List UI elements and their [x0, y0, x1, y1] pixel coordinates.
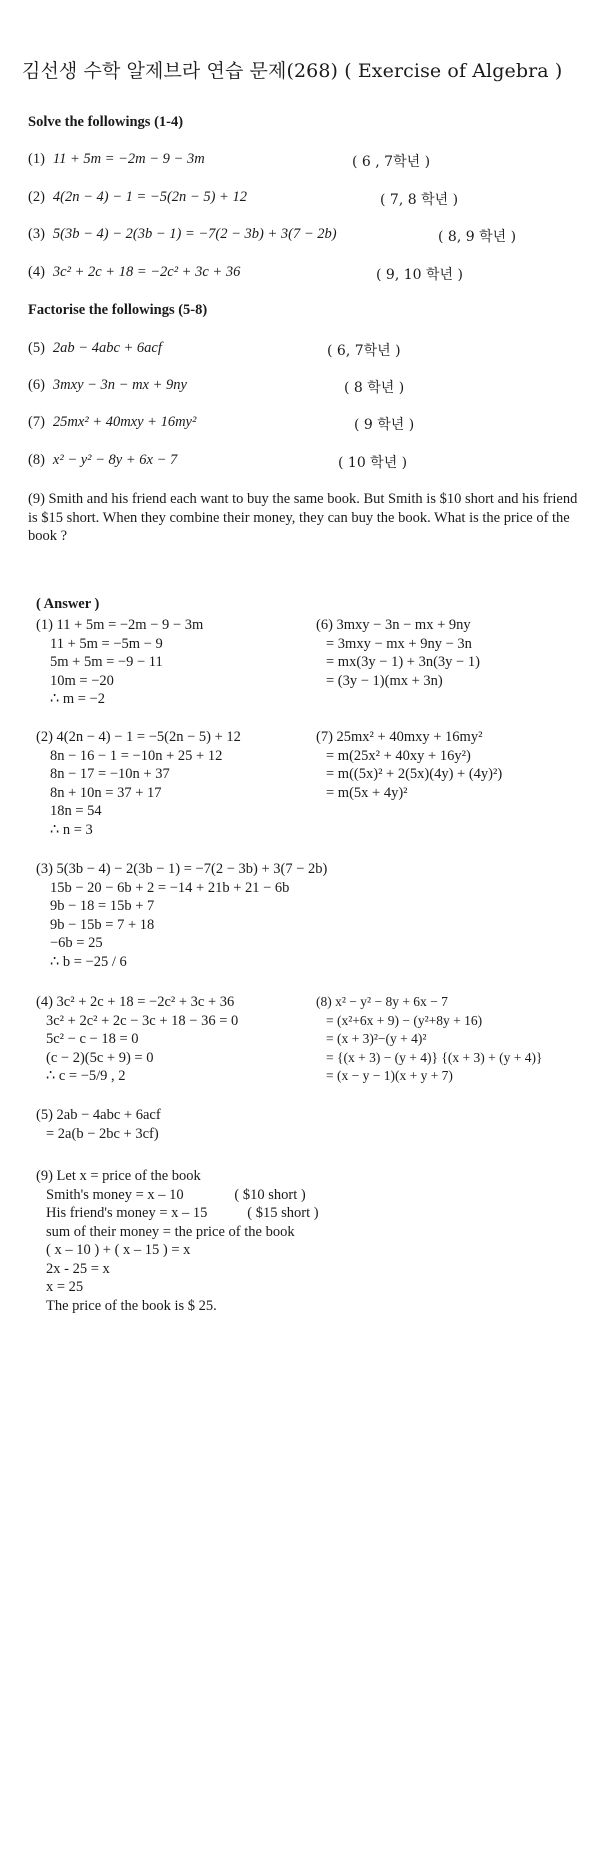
answer-line: (5) 2ab − 4abc + 6acf — [36, 1107, 161, 1123]
answer-heading: ( Answer ) — [36, 596, 100, 612]
answer-line: −6b = 25 — [50, 935, 103, 951]
answer-line: (2) 4(2n − 4) − 1 = −5(2n − 5) + 12 — [36, 729, 241, 745]
answer-line: 5m + 5m = −9 − 11 — [50, 654, 163, 670]
answer-line: 8n + 10n = 37 + 17 — [50, 784, 162, 801]
problem-equation: 3c² + 2c + 18 = −2c² + 3c + 36 — [52, 264, 241, 280]
answer-line: His friend's money = x – 15 ( $15 short ) — [46, 1205, 319, 1221]
grade-label: ( 6, 7학년 ) — [327, 343, 401, 359]
answer-line: ∴ m = −2 — [50, 691, 105, 707]
problem-6 — [28, 377, 187, 394]
problem-number: (2) — [28, 189, 45, 205]
problem-number: (1) — [28, 151, 45, 167]
answer-line: ( x – 10 ) + ( x – 15 ) = x — [46, 1242, 191, 1258]
grade-label: ( 9 학년 ) — [354, 417, 415, 433]
answer-line: = 2a(b − 2bc + 3cf) — [46, 1125, 159, 1142]
answer-8 — [316, 993, 542, 1086]
answer-line: ∴ b = −25 / 6 — [50, 953, 127, 970]
answer-line: 8n − 17 = −10n + 37 — [50, 766, 170, 782]
problem-number: (3) — [28, 226, 45, 242]
answer-6 — [316, 616, 480, 690]
section-heading-solve: Solve the followings (1-4) — [28, 114, 184, 130]
problem-2 — [28, 189, 247, 206]
problem-number: (8) — [28, 452, 45, 468]
answer-line: 9b − 18 = 15b + 7 — [50, 898, 155, 914]
answer-line: ∴ n = 3 — [50, 821, 93, 838]
problem-number: (6) — [28, 377, 45, 393]
grade-label: ( 7, 8 학년 ) — [380, 192, 459, 208]
problem-number: (5) — [28, 340, 45, 356]
word-problem-9: (9) Smith and his friend each want to buy the same book. But Smith is $10 short and his friend is $15 short. When they combine their money, they can buy the book. What is the price of the book ? — [28, 491, 578, 544]
answer-line: = (x²+6x + 9) − (y²+8y + 16) — [326, 1012, 483, 1028]
grade-label: ( 6 , 7학년 ) — [352, 154, 431, 170]
answer-line: 5c² − c − 18 = 0 — [46, 1031, 139, 1047]
problem-equation: 11 + 5m = −2m − 9 − 3m — [52, 151, 205, 167]
answer-line: (6) 3mxy − 3n − mx + 9ny — [316, 617, 471, 633]
grade-label: ( 8, 9 학년 ) — [438, 229, 517, 245]
answer-line: (7) 25mx² + 40mxy + 16my² — [316, 729, 483, 745]
problem-7 — [28, 414, 196, 431]
answer-line: Smith's money = x – 10 ( $10 short ) — [46, 1186, 306, 1203]
problem-8 — [28, 452, 177, 469]
answer-line: 11 + 5m = −5m − 9 — [50, 635, 163, 652]
answer-1 — [36, 616, 203, 709]
answer-line: ∴ c = −5/9 , 2 — [46, 1068, 126, 1084]
problem-5 — [28, 340, 162, 357]
answer-3 — [36, 860, 327, 971]
problem-equation: 5(3b − 4) − 2(3b − 1) = −7(2 − 3b) + 3(7 − 2b) — [52, 226, 337, 242]
answer-line: (4) 3c² + 2c + 18 = −2c² + 3c + 36 — [36, 994, 235, 1010]
section-heading-factorise: Factorise the followings (5-8) — [28, 302, 208, 318]
answer-line: = (x + 3)²−(y + 4)² — [326, 1031, 427, 1046]
answer-line: = 3mxy − mx + 9ny − 3n — [326, 635, 472, 652]
answer-line: = m(25x² + 40xy + 16y²) — [326, 747, 471, 764]
problem-equation: 25mx² + 40mxy + 16my² — [52, 414, 197, 430]
answer-line: 10m = −20 — [50, 672, 114, 689]
answer-line: x = 25 — [46, 1279, 84, 1295]
answer-line: 8n − 16 − 1 = −10n + 25 + 12 — [50, 747, 223, 764]
answer-line: (1) 11 + 5m = −2m − 9 − 3m — [36, 617, 204, 633]
problem-number: (4) — [28, 264, 45, 280]
problem-equation: x² − y² − 8y + 6x − 7 — [52, 452, 178, 468]
answer-line: 9b − 15b = 7 + 18 — [50, 916, 155, 933]
problem-equation: 4(2n − 4) − 1 = −5(2n − 5) + 12 — [52, 189, 247, 205]
answer-line: (8) x² − y² − 8y + 6x − 7 — [316, 994, 448, 1009]
problem-number: (7) — [28, 414, 45, 430]
answer-line: = {(x + 3) − (y + 4)} {(x + 3) + (y + 4)} — [326, 1049, 543, 1065]
grade-label: ( 8 학년 ) — [344, 380, 405, 396]
answer-2 — [36, 728, 241, 839]
answer-7 — [316, 728, 502, 802]
answer-9 — [36, 1167, 319, 1315]
page-title: 김선생 수학 알제브라 연습 문제(268) ( Exercise of Algebra ) — [22, 60, 563, 82]
answer-line: (3) 5(3b − 4) − 2(3b − 1) = −7(2 − 3b) + 3(7 − 2b) — [36, 861, 328, 877]
answer-5 — [36, 1106, 161, 1143]
answer-4 — [36, 993, 238, 1086]
problem-equation: 2ab − 4abc + 6acf — [52, 340, 162, 356]
problem-4 — [28, 264, 240, 281]
grade-label: ( 10 학년 ) — [338, 455, 408, 471]
answer-line: = m((5x)² + 2(5x)(4y) + (4y)²) — [326, 766, 503, 782]
answer-line: 15b − 20 − 6b + 2 = −14 + 21b + 21 − 6b — [50, 879, 290, 896]
problem-equation: 3mxy − 3n − mx + 9ny — [52, 377, 187, 393]
problem-1 — [28, 151, 205, 168]
answer-line: sum of their money = the price of the book — [46, 1223, 295, 1240]
answer-line: = (x − y − 1)(x + y + 7) — [326, 1068, 453, 1083]
answer-line: = (3y − 1)(mx + 3n) — [326, 672, 443, 689]
problem-3 — [28, 226, 337, 243]
answer-line: 18n = 54 — [50, 803, 102, 819]
answer-line: = m(5x + 4y)² — [326, 784, 408, 801]
answer-line: (c − 2)(5c + 9) = 0 — [46, 1049, 154, 1066]
answer-line: 2x - 25 = x — [46, 1260, 110, 1277]
answer-line: 3c² + 2c² + 2c − 3c + 18 − 36 = 0 — [46, 1012, 239, 1029]
answer-line: (9) Let x = price of the book — [36, 1168, 201, 1184]
answer-line: = mx(3y − 1) + 3n(3y − 1) — [326, 654, 480, 670]
answer-line: The price of the book is $ 25. — [46, 1297, 217, 1314]
grade-label: ( 9, 10 학년 ) — [376, 267, 463, 283]
